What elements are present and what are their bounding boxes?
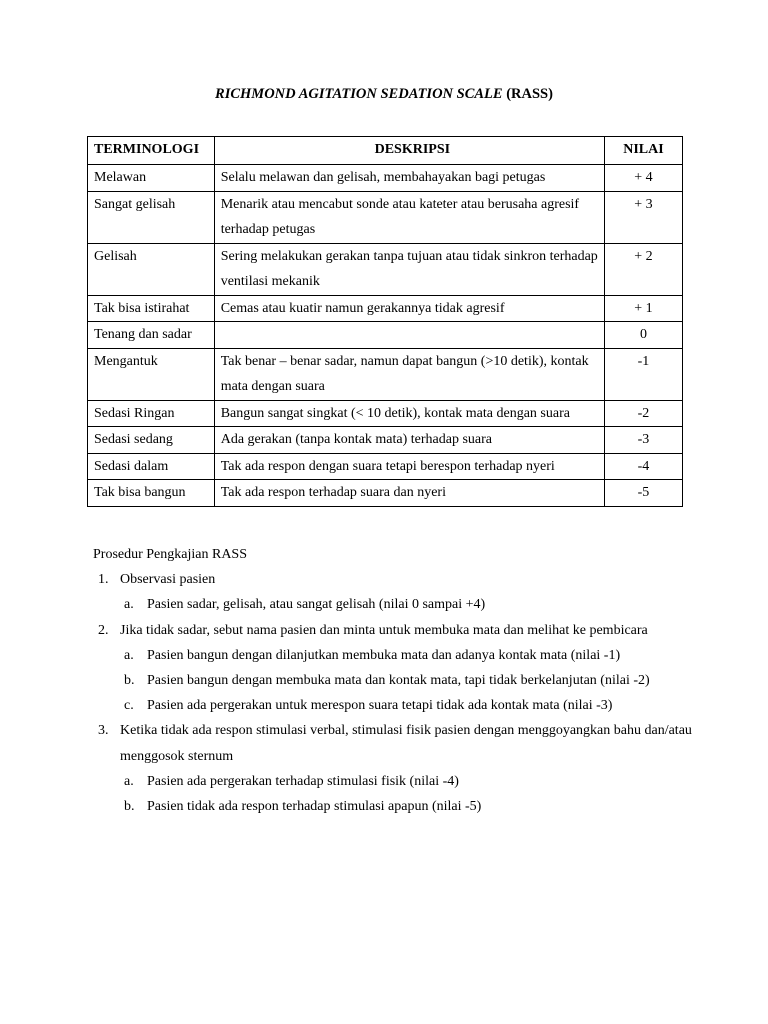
row-value: -4: [604, 453, 682, 480]
row-desc: Selalu melawan dan gelisah, membahayakan bagi petugas: [214, 165, 604, 192]
row-term: Sedasi sedang: [88, 427, 215, 454]
row-desc: Ada gerakan (tanpa kontak mata) terhadap suara: [214, 427, 604, 454]
substep-letter: b.: [124, 673, 135, 689]
row-desc: Bangun sangat singkat (< 10 detik), kontak mata dengan suara: [214, 400, 604, 427]
table-row: [88, 400, 683, 427]
table-row: [88, 295, 683, 322]
procedure-substep: [93, 592, 693, 617]
row-value: -2: [604, 400, 682, 427]
table-row: [88, 480, 683, 507]
step-number: 1.: [98, 572, 109, 588]
row-desc: Sering melakukan gerakan tanpa tujuan atau tidak sinkron terhadap ventilasi mekanik: [214, 243, 604, 295]
step-text: Jika tidak sadar, sebut nama pasien dan minta untuk membuka mata dan melihat ke pembicara: [120, 622, 648, 638]
row-value: + 1: [604, 295, 682, 322]
substep-letter: c.: [124, 698, 134, 714]
table-row: [88, 453, 683, 480]
substep-text: Pasien tidak ada respon terhadap stimulasi apapun (nilai -5): [147, 799, 482, 815]
substep-letter: a.: [124, 597, 134, 613]
row-value: 0: [604, 322, 682, 349]
title-italic: RICHMOND AGITATION SEDATION SCALE: [215, 86, 503, 102]
row-term: Tak bisa bangun: [88, 480, 215, 507]
substep-letter: a.: [124, 647, 134, 663]
row-term: Sangat gelisah: [88, 191, 215, 243]
row-value: + 3: [604, 191, 682, 243]
row-value: + 2: [604, 243, 682, 295]
table-row: [88, 243, 683, 295]
title-suffix: (RASS): [502, 86, 553, 102]
procedure-step: [93, 618, 693, 643]
row-value: -5: [604, 480, 682, 507]
row-term: Sedasi Ringan: [88, 400, 215, 427]
step-number: 3.: [98, 723, 109, 739]
row-term: Tenang dan sadar: [88, 322, 215, 349]
row-desc: Tak benar – benar sadar, namun dapat bangun (>10 detik), kontak mata dengan suara: [214, 348, 604, 400]
header-nilai: NILAI: [604, 137, 682, 165]
procedure-substep: [93, 794, 693, 819]
row-term: Tak bisa istirahat: [88, 295, 215, 322]
row-term: Mengantuk: [88, 348, 215, 400]
substep-text: Pasien bangun dengan dilanjutkan membuka mata dan adanya kontak mata (nilai -1): [147, 647, 621, 663]
substep-text: Pasien ada pergerakan untuk merespon suara tetapi tidak ada kontak mata (nilai -3): [147, 698, 613, 714]
row-desc: Tak ada respon dengan suara tetapi berespon terhadap nyeri: [214, 453, 604, 480]
row-term: Melawan: [88, 165, 215, 192]
substep-text: Pasien bangun dengan membuka mata dan kontak mata, tapi tidak berkelanjutan (nilai -2): [147, 673, 650, 689]
row-desc: Menarik atau mencabut sonde atau kateter atau berusaha agresif terhadap petugas: [214, 191, 604, 243]
step-text: Ketika tidak ada respon stimulasi verbal, stimulasi fisik pasien dengan menggoyangkan bahu dan/atau menggosok sternum: [120, 723, 692, 764]
row-value: + 4: [604, 165, 682, 192]
procedure-section: [93, 542, 693, 819]
row-term: Sedasi dalam: [88, 453, 215, 480]
procedure-substep: [93, 668, 693, 693]
header-terminologi: TERMINOLOGI: [88, 137, 215, 165]
table-row: [88, 165, 683, 192]
procedure-substep: [93, 643, 693, 668]
row-desc: [214, 322, 604, 349]
procedure-step: [93, 567, 693, 592]
table-row: [88, 322, 683, 349]
rass-table: [87, 136, 683, 507]
procedure-substep: [93, 769, 693, 794]
table-row: [88, 427, 683, 454]
row-value: -3: [604, 427, 682, 454]
substep-letter: b.: [124, 799, 135, 815]
substep-letter: a.: [124, 773, 134, 789]
row-desc: Cemas atau kuatir namun gerakannya tidak agresif: [214, 295, 604, 322]
step-number: 2.: [98, 622, 109, 638]
step-text: Observasi pasien: [120, 572, 216, 588]
row-value: -1: [604, 348, 682, 400]
procedure-step: [93, 718, 693, 768]
row-term: Gelisah: [88, 243, 215, 295]
table-row: [88, 348, 683, 400]
document-title: [0, 86, 768, 103]
substep-text: Pasien sadar, gelisah, atau sangat gelisah (nilai 0 sampai +4): [147, 597, 486, 613]
procedure-substep: [93, 693, 693, 718]
procedure-heading: Prosedur Pengkajian RASS: [93, 547, 247, 562]
table-header-row: [88, 137, 683, 165]
header-deskripsi: DESKRIPSI: [214, 137, 604, 165]
substep-text: Pasien ada pergerakan terhadap stimulasi fisik (nilai -4): [147, 773, 459, 789]
table-row: [88, 191, 683, 243]
row-desc: Tak ada respon terhadap suara dan nyeri: [214, 480, 604, 507]
